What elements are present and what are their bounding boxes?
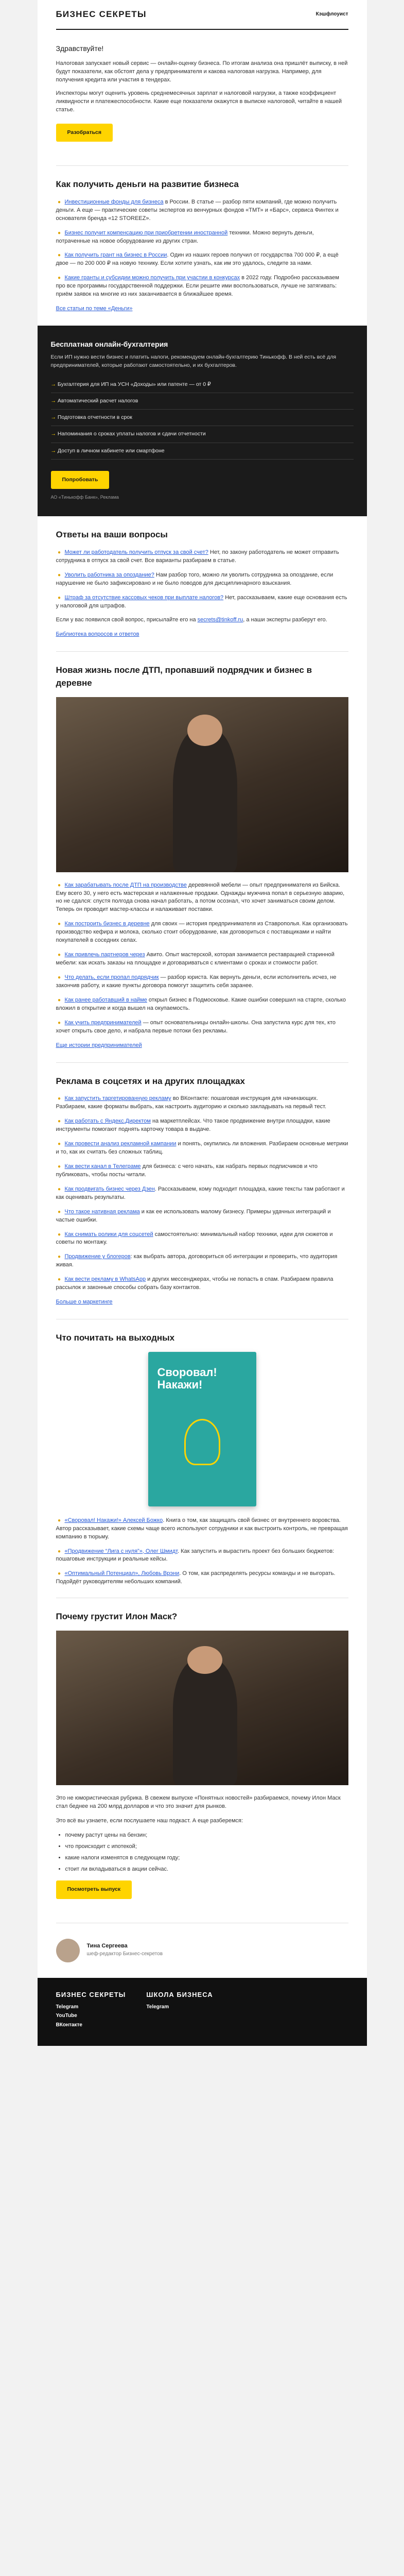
article-description: деревянной мебели — опыт предпринимателя из Бийска. Ему всего 30, у него есть мастерская и налаженные продажи. Однажды мужчина попал в серьезную аварию, но не сдался: спустя полгода снова начал работать, а потом осознал, что хочет заниматься своим делом. Теперь он проводит мастер-классы и налаживает поставки. <box>56 882 345 913</box>
footer-social-link[interactable]: YouTube <box>56 2013 77 2019</box>
bullet-icon: ● <box>57 1571 61 1577</box>
article-description: в России. В статье — разбор пяти компаний, где можно получить деньги. А еще — практические советы экспертов из венчурных фондов «ТМТ» и «Барс», сервиса Финтех и основателя бренда «12 STOREEZ». <box>56 198 339 222</box>
book-cover[interactable] <box>148 1352 256 1506</box>
article-link[interactable]: Уволить работника за опоздание? <box>64 571 154 578</box>
author-role: шеф-редактор Бизнес-секретов <box>86 1951 163 1957</box>
footer-logo-secrets[interactable]: БИЗНЕС СЕКРЕТЫ <box>56 1990 126 1998</box>
article-link[interactable]: Как зарабатывать после ДТП на производстве <box>64 882 187 888</box>
more-marketing-link[interactable]: Больше о маркетинге <box>56 1299 113 1306</box>
more-stories-link[interactable]: Еще истории предпринимателей <box>56 1042 142 1048</box>
section-money-title: Как получить деньги на развитие бизнеса <box>56 179 239 190</box>
understand-button[interactable]: Разобраться <box>56 124 113 142</box>
host-figure <box>173 1658 237 1785</box>
footer <box>38 1978 367 2046</box>
footer-social-link[interactable]: Telegram <box>146 2004 169 2010</box>
bullet-icon: ● <box>57 252 61 259</box>
article-description: и понять, окупились ли вложения. Разбираем основные метрики и то, как их считать без сложных таблиц. <box>56 1141 348 1155</box>
article-description: самостоятельно: минимальный набор техники, идеи для сюжетов и советы по монтажу. <box>56 1231 333 1246</box>
footer-links-school <box>146 2004 213 2011</box>
podcast-topics-list <box>56 1832 348 1874</box>
article-link[interactable]: Может ли работодатель получить отпуск за свой счет? <box>64 549 208 555</box>
bullet-icon: ● <box>57 975 61 981</box>
article-link[interactable]: «Продвижение “Лига с нуля”», Олег Шмидт <box>64 1548 178 1554</box>
section-qa-title: Ответы на ваши вопросы <box>56 530 168 540</box>
promo-title: Бесплатная онлайн-бухгалтерия <box>50 340 168 349</box>
workshop-photo <box>56 697 348 872</box>
promo-feature: → Подготовка отчетности в срок <box>51 410 354 426</box>
qa-library-link[interactable]: Библиотека вопросов и ответов <box>56 631 139 638</box>
list-item <box>56 1095 348 1111</box>
article-link[interactable]: Как вести канал в Телеграме <box>64 1163 141 1170</box>
bullet-icon: ● <box>57 1277 61 1283</box>
article-description: Авито. Опыт мастерской, которая занимается реставрацией старинной мебели: как искать заказы на площадке и договариваться с клиентами о сроках и стоимости работ. <box>56 952 335 967</box>
list-item <box>56 571 348 588</box>
divider <box>56 651 348 652</box>
list-item <box>56 274 348 299</box>
footer-social-link[interactable]: ВКонтакте <box>56 2022 82 2028</box>
list-item <box>56 229 348 246</box>
bullet-icon: ● <box>57 199 61 205</box>
promo-feature: → Бухгалтерия для ИП на УСН «Доходы» или патенте — от 0 ₽ <box>51 377 354 393</box>
section-ads-list <box>56 1095 348 1292</box>
accounting-promo <box>38 326 367 516</box>
article-link[interactable]: Как провести анализ рекламной кампании <box>64 1141 177 1147</box>
section-reading-title: Что почитать на выходных <box>56 1333 175 1343</box>
section-money-list <box>56 198 348 299</box>
person-head <box>187 715 222 746</box>
section-stories-list <box>56 882 348 1036</box>
promo-feature: → Напоминания о сроках уплаты налогов и сдачи отчетности <box>51 426 354 443</box>
footer-col-secrets <box>56 1991 126 2031</box>
author-signature <box>56 1939 348 1962</box>
promo-text: Если ИП нужно вести бизнес и платить налоги, рекомендуем онлайн-бухгалтерию Тинькофф. В ней есть всё для предпринимателей, которые работают самостоятельно, и их бухгалтеров. <box>50 354 337 368</box>
list-item <box>56 1231 348 1247</box>
section-stories-title: Новая жизнь после ДТП, пропавший подрядчик и бизнес в деревне <box>56 665 312 688</box>
bullet-icon: ● <box>57 1163 61 1170</box>
podcast-text-2: Это всё вы узнаете, если послушаете наш подкаст. А еще разберемся: <box>56 1817 243 1824</box>
article-link[interactable]: Как снимать ролики для соцсетей <box>64 1231 153 1238</box>
podcast-photo <box>56 1631 348 1785</box>
bullet-icon: ● <box>57 1209 61 1215</box>
article-link[interactable]: Как ранее работавший в найме <box>64 996 147 1003</box>
article-description: : как выбрать автора, договориться об интеграции и проверить, что аудитория живая. <box>56 1253 338 1268</box>
list-item <box>56 1548 348 1564</box>
divider <box>56 1062 348 1063</box>
greeting: Здравствуйте! <box>56 44 104 53</box>
article-link[interactable]: Как вести рекламу в WhatsApp <box>64 1276 146 1283</box>
list-item <box>56 920 348 945</box>
list-item <box>56 1570 348 1586</box>
list-item <box>56 594 348 611</box>
bullet-icon: ● <box>57 1186 61 1192</box>
list-item <box>56 1185 348 1202</box>
bullet-icon: ● <box>57 572 61 578</box>
list-item <box>56 1019 348 1036</box>
section-ads-title: Реклама в соцсетях и на других площадках <box>56 1076 245 1086</box>
bullet-icon: ● <box>57 1517 61 1523</box>
podcast-topic: • почему растут цены на бензин; <box>65 1832 348 1840</box>
lightbulb-icon <box>184 1419 220 1465</box>
article-link[interactable]: Как получить грант на бизнес в России <box>64 252 167 259</box>
newsletter-card <box>38 0 367 2046</box>
header-right-label[interactable]: Кэшфлоуист <box>315 11 348 17</box>
article-description: открыл бизнес в Подмосковье. Какие ошибки совершил на старте, сколько вложил в открытие и когда вышел на окупаемость. <box>56 996 346 1011</box>
article-description: . Книга о том, как защищать свой бизнес от внутреннего воровства. Автор рассказывает, какие схемы чаще всего используют сотрудники и как выстроить контроль, не превращая компанию в тюрьму. <box>56 1517 348 1540</box>
list-item <box>56 882 348 914</box>
article-link[interactable]: Как привлечь партнеров через <box>64 952 145 958</box>
footer-social-link[interactable]: Telegram <box>56 2004 79 2010</box>
qa-note-suffix: , а наши эксперты разберут его. <box>243 617 327 623</box>
article-description: . Рассказываем, кому подходит площадка, какие тексты там работают и как оценивать результаты. <box>56 1185 345 1200</box>
list-item <box>56 974 348 990</box>
article-description: для своих — история предпринимателя из Ставрополья. Как организовать производство кефира и молока, сколько стоит оборудование, как договориться с поставщиками и найти покупателей в соседних селах. <box>56 921 348 944</box>
list-item <box>56 1276 348 1292</box>
footer-links-secrets <box>56 2004 126 2029</box>
list-item <box>56 1208 348 1225</box>
intro-paragraph-2: Инспекторы могут оценить уровень среднемесячных зарплат и налоговой нагрузки, а также коэффициент ликвидности и платежеспособности. Какие еще показатели окажутся в выписке налоговой, читайте в нашей статье. <box>56 90 342 113</box>
all-money-articles-link[interactable]: Все статьи по теме «Деньги» <box>56 306 133 312</box>
watch-episode-button[interactable]: Посмотреть выпуск <box>56 1880 132 1899</box>
article-link[interactable]: Какие гранты и субсидии можно получить при участии в конкурсах <box>64 275 240 281</box>
list-item <box>56 996 348 1013</box>
article-link[interactable]: Штраф за отсутствие кассовых чеков при выплате налогов? <box>64 594 224 601</box>
bullet-icon: ● <box>57 1020 61 1026</box>
podcast-topic: • какие налоги изменятся в следующем году; <box>65 1854 348 1862</box>
article-link[interactable]: Инвестиционные фонды для бизнеса <box>64 198 164 205</box>
topbar <box>56 0 348 30</box>
bullet-icon: ● <box>57 1096 61 1102</box>
bullet-icon: ● <box>57 952 61 958</box>
podcast-topic: • стоит ли вкладываться в акции сейчас. <box>65 1866 348 1874</box>
section-podcast-title: Почему грустит Илон Маск? <box>56 1612 178 1622</box>
list-item <box>56 549 348 565</box>
section-reading-list <box>56 1517 348 1587</box>
list-item <box>56 1517 348 1541</box>
book-cover-wrap <box>56 1352 348 1506</box>
promo-feature-list <box>51 377 354 460</box>
bullet-icon: ● <box>57 275 61 281</box>
article-description: в 2022 году. Подробно рассказываем про все программы государственной поддержки. Если решите ими воспользоваться, лучше не затягивать: приём заявок на многие из них заканчивается в ближайшее время. <box>56 275 339 298</box>
article-description: Нам разбор того, можно ли уволить сотрудника за опоздание, если нарушение не было зафиксировано и не было поводов для дисциплинарного взыскания. <box>56 571 333 586</box>
article-link[interactable]: Как построить бизнес в деревне <box>64 921 150 927</box>
bullet-icon: ● <box>57 1254 61 1260</box>
article-description: и как ее использовать малому бизнесу. Примеры удачных интеграций и частые ошибки. <box>56 1208 331 1223</box>
brand-logo[interactable]: БИЗНЕС СЕКРЕТЫ <box>56 9 147 19</box>
article-link[interactable]: Бизнес получит компенсацию при приобретении иностранной <box>64 229 228 236</box>
article-link[interactable]: Как запустить таргетированную рекламу <box>64 1095 171 1102</box>
article-link[interactable]: Продвижение у блогеров <box>64 1253 131 1260</box>
article-description: во ВКонтакте: пошаговая инструкция для начинающих. Разбираем, какие форматы выбрать, как настроить аудиторию и сколько закладывать на первый тест. <box>56 1095 327 1110</box>
article-link[interactable]: Как учить предпринимателей <box>64 1019 142 1026</box>
article-link[interactable]: Как работать с Яндекс.Директом <box>64 1118 151 1125</box>
bullet-icon: ● <box>57 1548 61 1554</box>
bullet-icon: ● <box>57 1118 61 1125</box>
article-link[interactable]: Что такое нативная реклама <box>64 1208 140 1215</box>
intro-paragraph-1: Налоговая запускает новый сервис — онлайн-оценку бизнеса. По итогам анализа она пришлёт выписку, в ней будут показатели, как обстоят дела у предпринимателя и какова налоговая нагрузка. Например, для получения кредита или участия в тендерах. <box>56 60 348 83</box>
article-link[interactable]: «Оптимальный Потенциал», Любовь Врэни <box>64 1570 180 1577</box>
article-description: и других мессенджерах, чтобы не попасть в спам. Разбираем правила рассылок и законные способы собрать базу контактов. <box>56 1276 333 1291</box>
avatar <box>56 1939 80 1962</box>
divider <box>56 165 348 166</box>
list-item <box>56 1140 348 1157</box>
try-button[interactable]: Попробовать <box>51 471 110 489</box>
person-figure <box>173 728 237 872</box>
article-description: . Как запустить и вырастить проект без больших бюджетов: пошаговые инструкции и реальные кейсы. <box>56 1548 335 1563</box>
list-item <box>56 1163 348 1179</box>
article-description: для бизнеса: с чего начать, как набрать первых подписчиков и что публиковать, чтобы посты читали. <box>56 1163 318 1178</box>
podcast-text-1: Это не юмористическая рубрика. В свежем выпуске «Понятных новостей» разбираемся, почему Илон Маск стал беднее на 200 млрд долларов и что это значит для рынков. <box>56 1794 341 1809</box>
section-qa-list <box>56 549 348 611</box>
article-description: на маркетплейсах. Что такое продвижение внутри площадки, какие инструменты помогают поднять карточку товара в выдаче. <box>56 1118 330 1133</box>
promo-disclaimer: АО «Тинькофф Банк», Реклама <box>50 495 119 500</box>
qa-note-prefix: Если у вас появился свой вопрос, присылайте его на <box>56 617 198 623</box>
bullet-icon: ● <box>57 595 61 601</box>
bullet-icon: ● <box>57 1141 61 1147</box>
promo-feature: → Доступ в личном кабинете или смартфоне <box>51 443 354 460</box>
bullet-icon: ● <box>57 921 61 927</box>
bullet-icon: ● <box>57 230 61 236</box>
list-item <box>56 1117 348 1134</box>
host-head <box>187 1646 222 1674</box>
article-description: Нет, по закону работодатель не может отправить сотрудника в отпуск за свой счет. Все варианты разбираем в статье. <box>56 549 339 564</box>
bullet-icon: ● <box>57 882 61 888</box>
podcast-topic: • что происходит с ипотекой; <box>65 1843 348 1851</box>
article-link[interactable]: Что делать, если пропал подрядчик <box>64 974 159 981</box>
bullet-icon: ● <box>57 549 61 555</box>
qa-email-link[interactable]: secrets@tinkoff.ru <box>197 617 243 623</box>
footer-logo-school[interactable]: ШКОЛА БИЗНЕСА <box>146 1990 213 1998</box>
article-link[interactable]: «Своровал! Накажи!» Алексей Божко <box>64 1517 163 1523</box>
article-description: Нет, рассказываем, какие еще основания есть у налоговой для штрафов. <box>56 594 347 609</box>
article-description: техники. Можно вернуть деньги, потраченные на новое оборудование из других стран. <box>56 229 314 244</box>
bullet-icon: ● <box>57 1231 61 1238</box>
qa-note <box>56 616 348 624</box>
article-description: . Один из наших героев получил от государства 700 000 ₽, а ещё двое — по 200 000 ₽ на новую технику. Если хотите узнать, как им это удалось, следите за нами. <box>56 252 339 267</box>
list-item <box>56 198 348 223</box>
article-description: — разбор юриста. Как вернуть деньги, если исполнитель исчез, не закончив работу, и какие пункты договора помогут защитить себя заранее. <box>56 974 337 989</box>
list-item <box>56 1253 348 1269</box>
article-link[interactable]: Как продвигать бизнес через Дзен <box>64 1185 155 1192</box>
bullet-icon: ● <box>57 997 61 1003</box>
list-item <box>56 251 348 268</box>
promo-feature: → Автоматический расчет налогов <box>51 393 354 410</box>
article-description: . О том, как распределять ресурсы команды и не выгорать. Подойдёт руководителям небольших компаний. <box>56 1570 336 1585</box>
author-name: Тина Сергеева <box>86 1943 128 1950</box>
book-cover-title: Своровал! Накажи! <box>157 1365 217 1391</box>
list-item <box>56 951 348 968</box>
article-description: — опыт основательницы онлайн-школы. Она запустила курс для тех, кто хочет открыть свое дело, и набрала первые потоки без рекламы. <box>56 1019 336 1034</box>
footer-col-school <box>146 1991 213 2031</box>
